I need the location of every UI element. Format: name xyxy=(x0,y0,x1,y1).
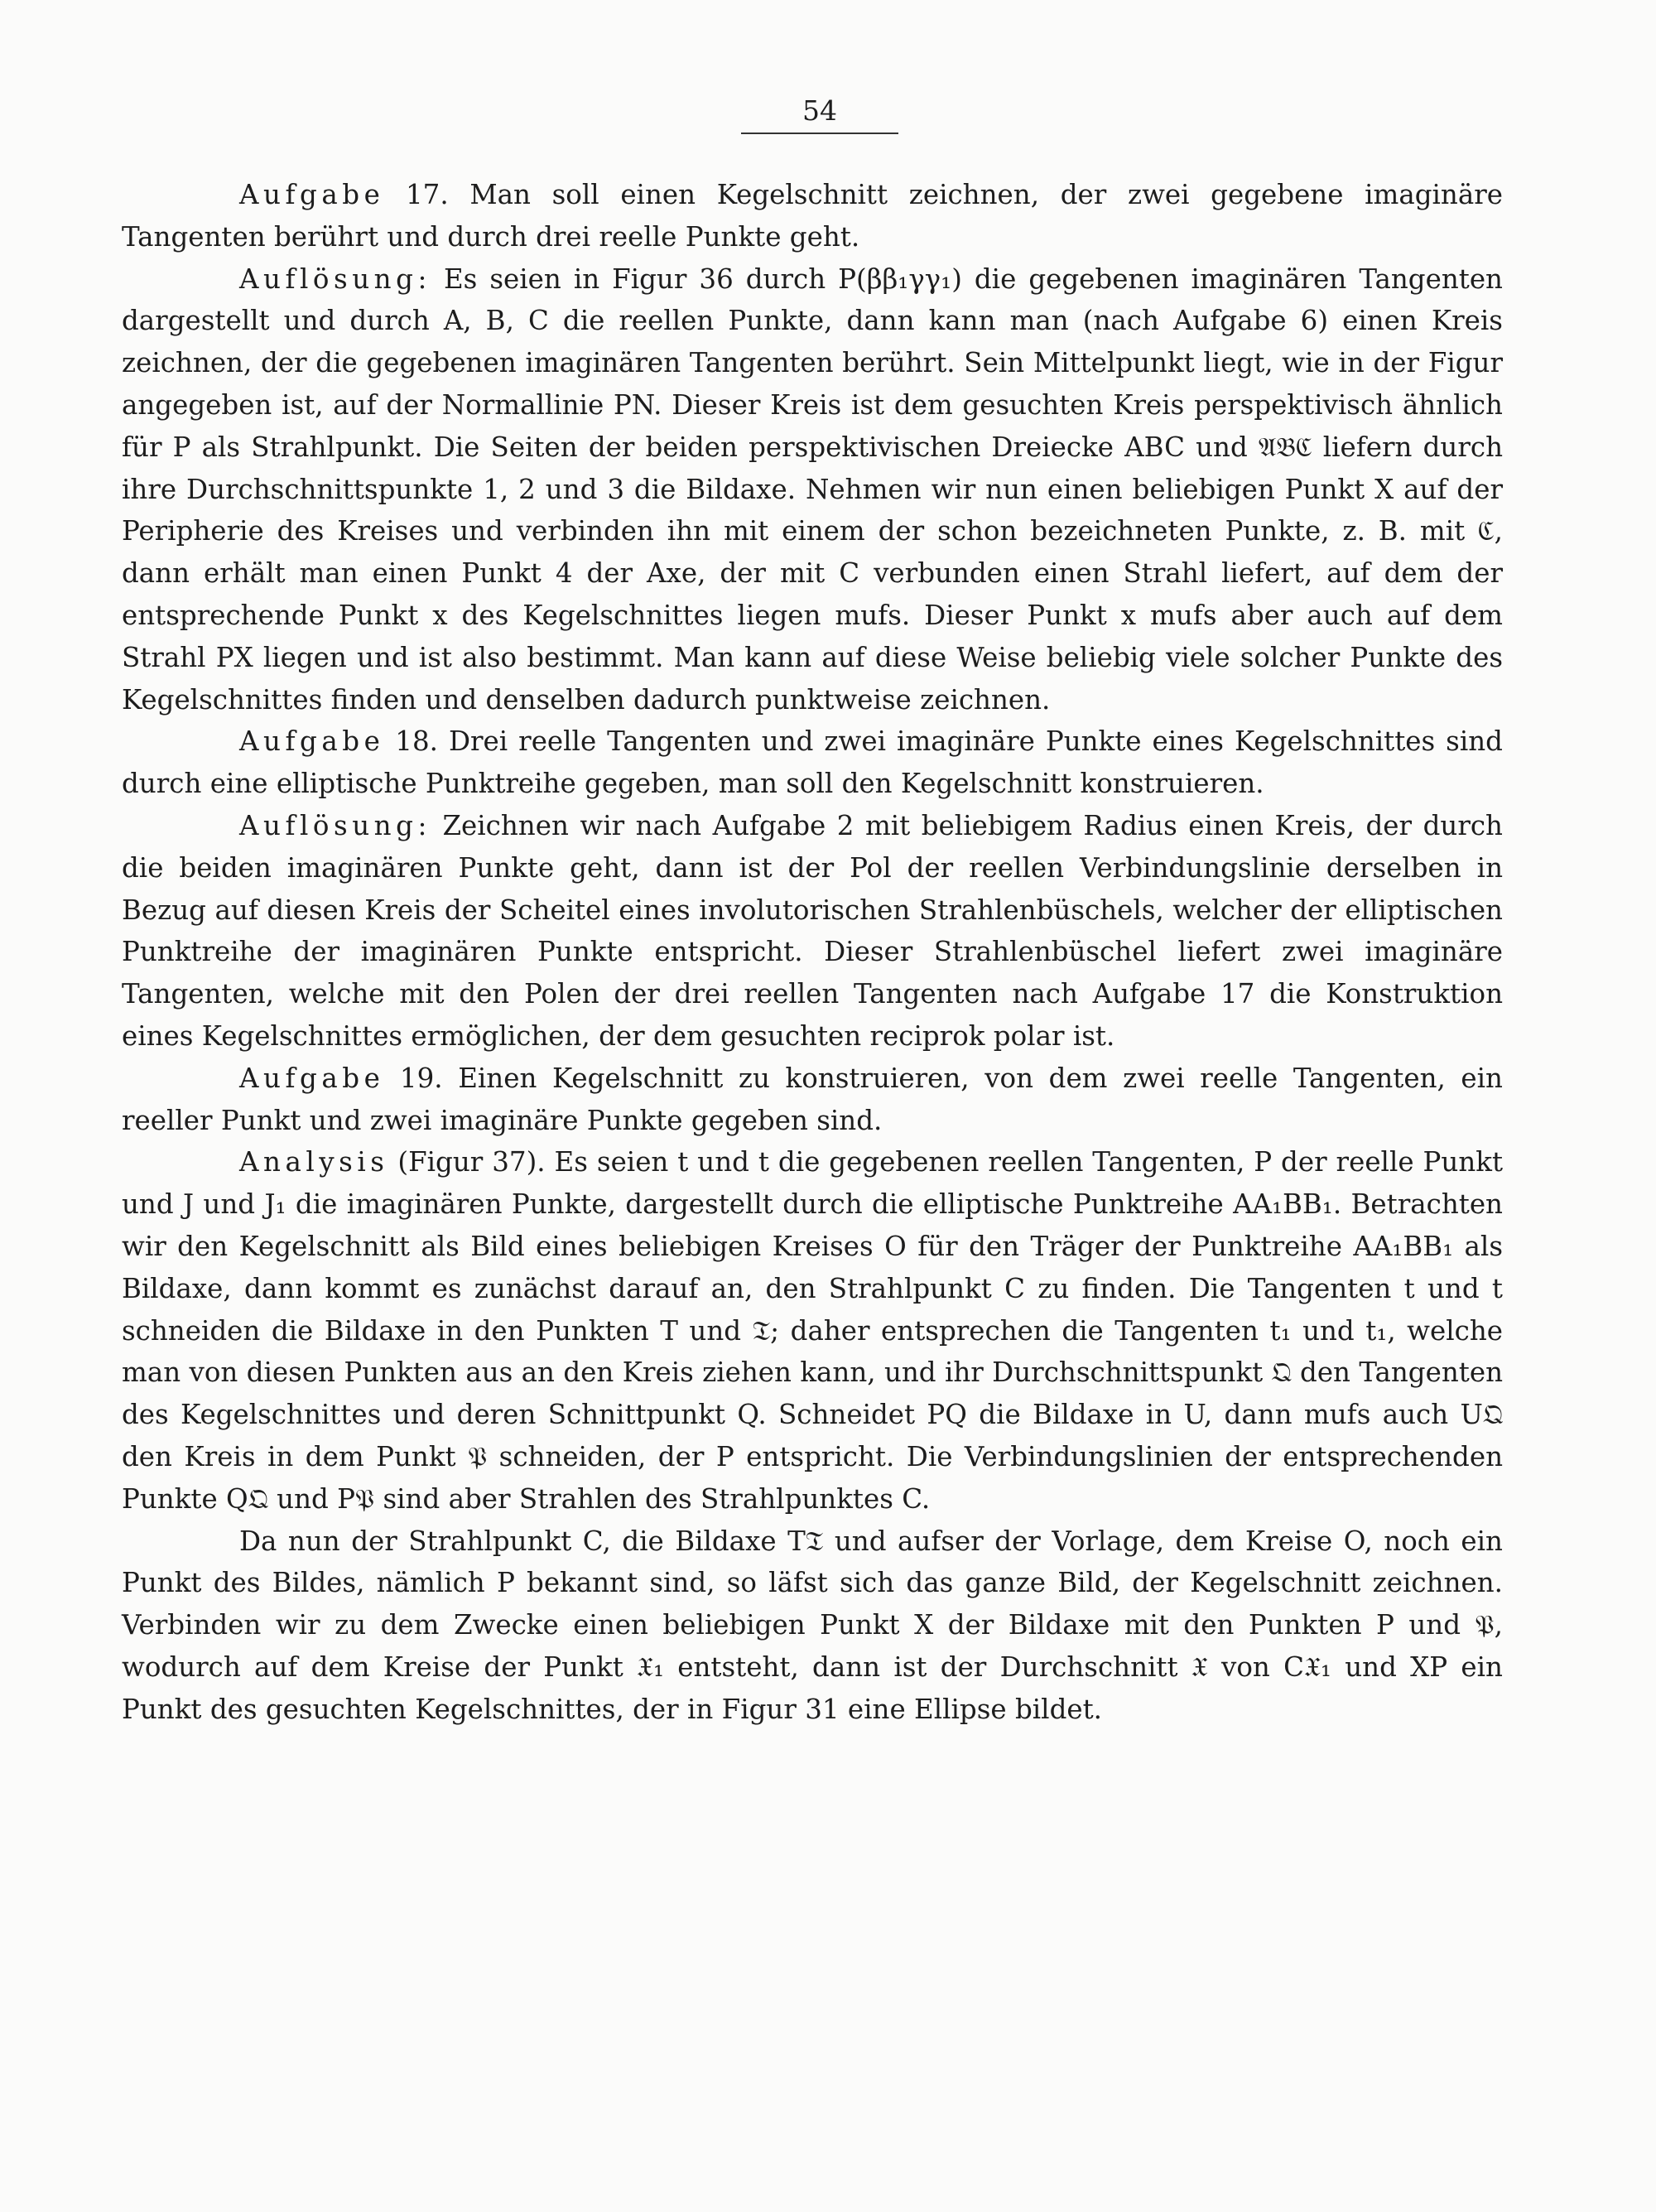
paragraph-aufgabe-19 xyxy=(122,1058,1503,1142)
paragraph-lead: Aufgabe xyxy=(239,1062,385,1094)
body-text xyxy=(122,174,1503,1730)
paragraph-lead: Auflösung: xyxy=(239,263,431,295)
paragraph-text: Zeichnen wir nach Aufgabe 2 mit beliebigem Radius einen Kreis, der durch die beiden imaginären Punkte geht, dann ist der Pol der reellen Verbindungslinie derselben in Bezug auf diesen Kreis der Scheitel eines involutorischen Strahlenbüschels, welcher der elliptischen Punktreihe der imaginären Punkte entspricht. Dieser Strahlenbüschel liefert zwei imaginäre Tangenten, welche mit den Polen der drei reellen Tangenten nach Aufgabe 17 die Konstruktion eines Kegelschnittes ermöglichen, der dem gesuchten reciprok polar ist. xyxy=(122,809,1503,1052)
paragraph-lead: Auflösung: xyxy=(239,809,431,841)
paragraph-construction xyxy=(122,1520,1503,1731)
paragraph-text: (Figur 37). Es seien t und t die gegebenen reellen Tangenten, P der reelle Punkt und J und J₁ die imaginären Punkte, dargestellt durch die elliptische Punktreihe AA₁BB₁. Betrachten wir den Kegelschnitt als Bild eines beliebigen Kreises O für den Träger der Punktreihe AA₁BB₁ als Bildaxe, dann kommt es zunächst darauf an, den Strahlpunkt C zu finden. Die Tangenten t und t schneiden die Bildaxe in den Punkten T und 𝔗; daher entsprechen die Tangenten t₁ und t₁, welche man von diesen Punkten aus an den Kreis ziehen kann, und ihr Durchschnittspunkt 𝔔 den Tangenten des Kegelschnittes und deren Schnittpunkt Q. Schneidet PQ die Bildaxe in U, dann mufs auch U𝔔 den Kreis in dem Punkt 𝔓 schneiden, der P entspricht. Die Verbindungslinien der entsprechenden Punkte Q𝔔 und P𝔓 sind aber Strahlen des Strahlpunktes C. xyxy=(122,1146,1503,1515)
paragraph-text: 17. Man soll einen Kegelschnitt zeichnen, der zwei gegebene imaginäre Tangenten berührt und durch drei reelle Punkte geht. xyxy=(122,179,1503,253)
paragraph-aufgabe-17 xyxy=(122,174,1503,258)
paragraph-text: Da nun der Strahlpunkt C, die Bildaxe T𝔗 und aufser der Vorlage, dem Kreise O, noch ein Punkt des Bildes, nämlich P bekannt sind, so läfst sich das ganze Bild, der Kegelschnitt zeichnen. Verbinden wir zu dem Zwecke einen beliebigen Punkt X der Bildaxe mit den Punkten P und 𝔓, wodurch auf dem Kreise der Punkt 𝔛₁ entsteht, dann ist der Durchschnitt 𝔛 von C𝔛₁ und XP ein Punkt des gesuchten Kegelschnittes, der in Figur 31 eine Ellipse bildet. xyxy=(122,1525,1503,1725)
paragraph-text: Es seien in Figur 36 durch P(ββ₁γγ₁) die gegebenen imaginären Tangenten dargestellt und durch A, B, C die reellen Punkte, dann kann man (nach Aufgabe 6) einen Kreis zeichnen, der die gegebenen imaginären Tangenten berührt. Sein Mittelpunkt liegt, wie in der Figur angegeben ist, auf der Normallinie PN. Dieser Kreis ist dem gesuchten Kreis perspektivisch ähnlich für P als Strahlpunkt. Die Seiten der beiden perspektivischen Dreiecke ABC und 𝔄𝔅ℭ liefern durch ihre Durchschnittspunkte 1, 2 und 3 die Bildaxe. Nehmen wir nun einen beliebigen Punkt X auf der Peripherie des Kreises und verbinden ihn mit einem der schon bezeichneten Punkte, z. B. mit ℭ, dann erhält man einen Punkt 4 der Axe, der mit C verbunden einen Strahl liefert, auf dem der entsprechende Punkt x des Kegelschnittes liegen mufs. Dieser Punkt x mufs aber auch auf dem Strahl PX liegen und ist also bestimmt. Man kann auf diese Weise beliebig viele solcher Punkte des Kegelschnittes finden und denselben dadurch punktweise zeichnen. xyxy=(122,263,1503,716)
paragraph-text: 18. Drei reelle Tangenten und zwei imaginäre Punkte eines Kegelschnittes sind durch eine elliptische Punktreihe gegeben, man soll den Kegelschnitt konstruieren. xyxy=(122,725,1503,800)
paragraph-lead: Analysis xyxy=(239,1146,389,1178)
paragraph-aufloesung-17 xyxy=(122,258,1503,721)
paragraph-aufgabe-18 xyxy=(122,720,1503,805)
paragraph-aufloesung-18 xyxy=(122,805,1503,1058)
page-number: 54 xyxy=(741,93,898,134)
paragraph-lead: Aufgabe xyxy=(239,725,385,758)
paragraph-lead: Aufgabe xyxy=(239,179,385,210)
paragraph-text: 19. Einen Kegelschnitt zu konstruieren, von dem zwei reelle Tangenten, ein reeller Punkt und zwei imaginäre Punkte gegeben sind. xyxy=(122,1062,1503,1136)
paragraph-analysis xyxy=(122,1141,1503,1520)
